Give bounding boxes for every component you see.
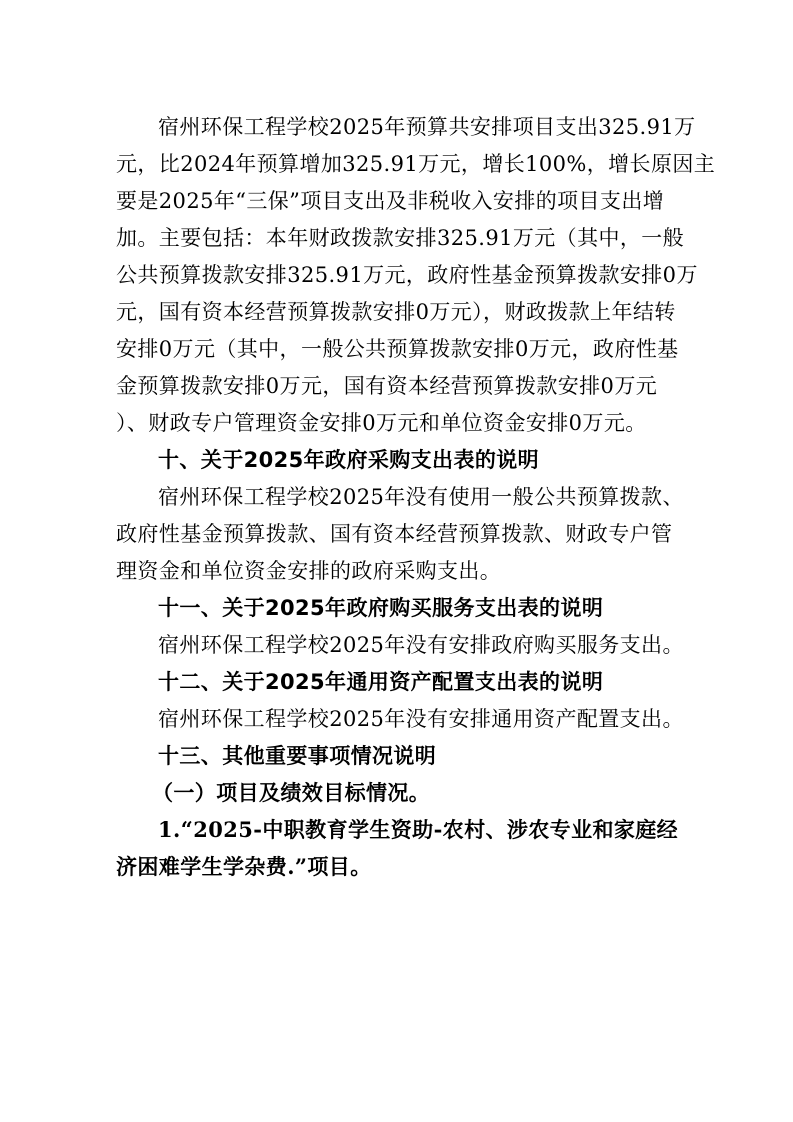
section-10-line-1: 宿州环保工程学校2025年没有使用一般公共预算拨款、	[158, 485, 684, 509]
section-12-line-1: 宿州环保工程学校2025年没有安排通用资产配置支出。	[158, 707, 684, 731]
paragraph-1-line-7: 安排0万元（其中，一般公共预算拨款安排0万元，政府性基	[116, 337, 679, 361]
section-11-heading: 十一、关于2025年政府购买服务支出表的说明	[158, 596, 604, 620]
paragraph-1-line-1: 宿州环保工程学校2025年预算共安排项目支出325.91万	[158, 115, 696, 139]
section-13-item-1-line-2: 济困难学生学杂费.”项目。	[116, 854, 372, 879]
section-10-line-3: 理资金和单位资金安排的政府采购支出。	[116, 559, 502, 583]
section-13-item-1-line-1: 1.“2025-中职教育学生资助-农村、涉农专业和家庭经	[158, 817, 679, 842]
paragraph-1-line-2: 元，比2024年预算增加325.91万元，增长100%，增长原因主	[116, 152, 716, 176]
paragraph-1-line-6: 元，国有资本经营预算拨款安排0万元），财政拨款上年结转	[116, 300, 676, 324]
section-13-subheading: （一）项目及绩效目标情况。	[152, 781, 431, 805]
paragraph-1-line-8: 金预算拨款安排0万元，国有资本经营预算拨款安排0万元	[116, 374, 658, 398]
paragraph-1-line-5: 公共预算拨款安排325.91万元，政府性基金预算拨款安排0万	[116, 263, 698, 287]
section-11-line-1: 宿州环保工程学校2025年没有安排政府购买服务支出。	[158, 633, 684, 657]
section-10-line-2: 政府性基金预算拨款、国有资本经营预算拨款、财政专户管	[116, 522, 673, 546]
section-12-heading: 十二、关于2025年通用资产配置支出表的说明	[158, 670, 604, 694]
section-10-heading: 十、关于2025年政府采购支出表的说明	[158, 448, 540, 472]
paragraph-1-line-9: ）、财政专户管理资金安排0万元和单位资金安排0万元。	[116, 411, 647, 435]
paragraph-1-line-3: 要是2025年“三保”项目支出及非税收入安排的项目支出增	[116, 189, 665, 213]
paragraph-1-line-4: 加。主要包括：本年财政拨款安排325.91万元（其中，一般	[116, 226, 685, 250]
section-13-heading: 十三、其他重要事项情况说明	[158, 744, 437, 768]
